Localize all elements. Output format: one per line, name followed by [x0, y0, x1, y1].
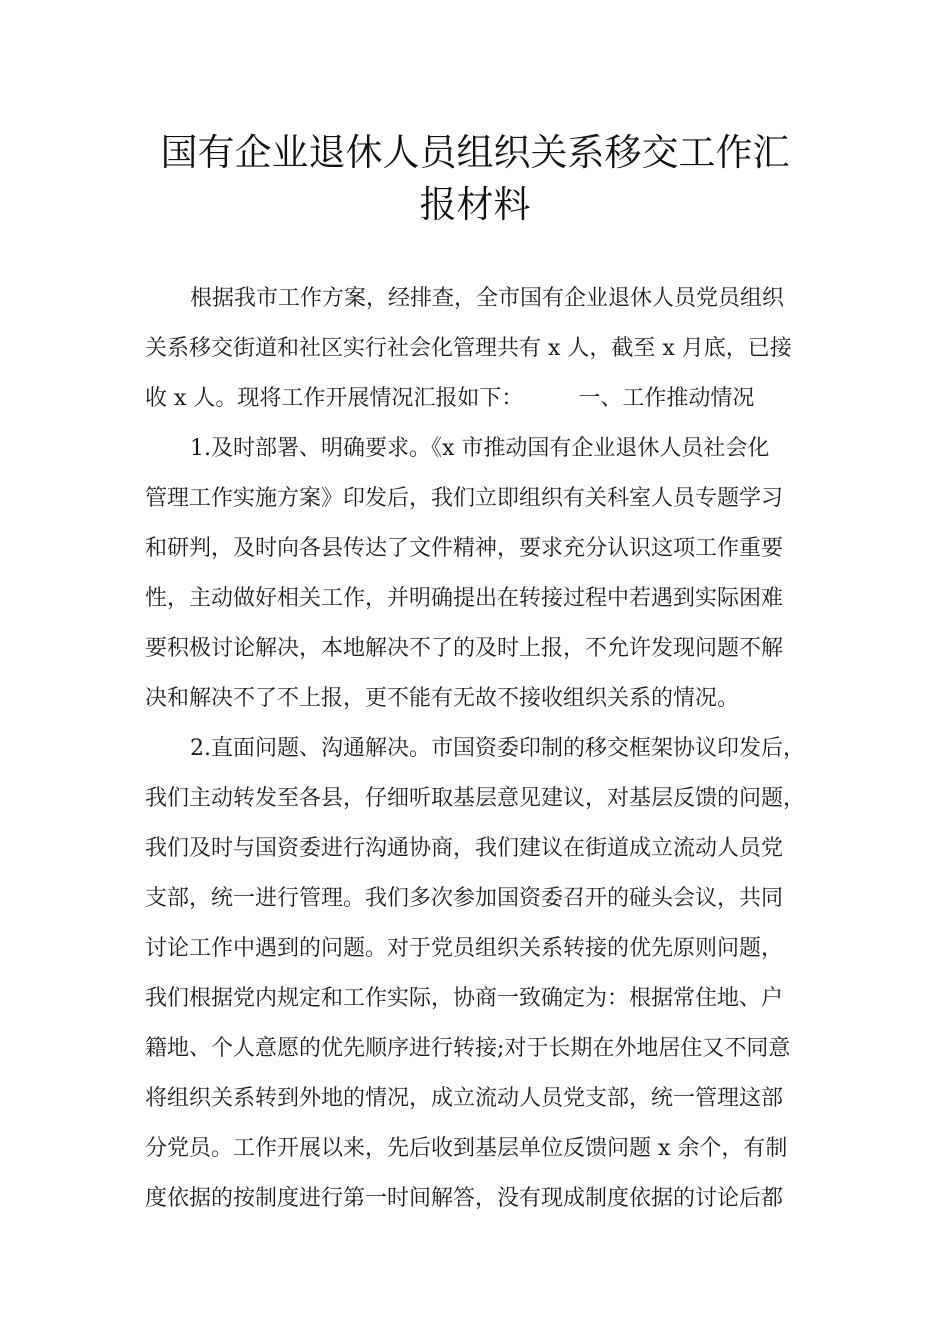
- document-title-line-2: 报材料: [419, 183, 531, 226]
- paragraph-3-line-2: 我们主动转发至各县，仔细听取基层意见建议，对基层反馈的问题，: [145, 786, 806, 811]
- paragraph-3-line-10: 度依据的按制度进行第一时间解答，没有现成制度依据的讨论后都: [145, 1186, 784, 1211]
- paragraph-3-line-9: 分党员。工作开展以来，先后收到基层单位反馈问题 x 余个，有制: [145, 1136, 788, 1161]
- paragraph-3-line-3: 我们及时与国资委进行沟通协商，我们建议在街道成立流动人员党: [145, 836, 784, 861]
- paragraph-1-line-3: 收 x 人。现将工作开展情况汇报如下： 一、工作推动情况: [145, 386, 755, 411]
- paragraph-3-line-5: 讨论工作中遇到的问题。对于党员组织关系转接的优先原则问题，: [145, 936, 784, 961]
- paragraph-2-line-2: 管理工作实施方案》印发后，我们立即组织有关科室人员专题学习: [145, 486, 784, 511]
- paragraph-1-line-1: 根据我市工作方案，经排查，全市国有企业退休人员党员组织: [190, 286, 785, 311]
- paragraph-3-line-4: 支部，统一进行管理。我们多次参加国资委召开的碰头会议，共同: [145, 886, 784, 911]
- paragraph-2-line-4: 性，主动做好相关工作，并明确提出在转接过程中若遇到实际困难: [145, 586, 784, 611]
- paragraph-1-line-2: 关系移交街道和社区实行社会化管理共有 x 人，截至 x 月底，已接: [145, 336, 792, 361]
- paragraph-2-line-3: 和研判，及时向各县传达了文件精神，要求充分认识这项工作重要: [145, 536, 784, 561]
- paragraph-3-line-6: 我们根据党内规定和工作实际，协商一致确定为：根据常住地、户: [145, 986, 784, 1011]
- paragraph-3-line-8: 将组织关系转到外地的情况，成立流动人员党支部，统一管理这部: [145, 1086, 784, 1111]
- paragraph-2-line-1: 1.及时部署、明确要求。《x 市推动国有企业退休人员社会化: [190, 436, 770, 461]
- document-title-line-1: 国有企业退休人员组织关系移交工作汇: [160, 131, 790, 174]
- paragraph-2-line-6: 决和解决不了不上报，更不能有无故不接收组织关系的情况。: [145, 686, 740, 711]
- paragraph-2-line-5: 要积极讨论解决，本地解决不了的及时上报，不允许发现问题不解: [145, 636, 784, 661]
- paragraph-3-line-1: 2.直面问题、沟通解决。市国资委印制的移交框架协议印发后，: [190, 736, 805, 761]
- paragraph-3-line-7: 籍地、个人意愿的优先顺序进行转接;对于长期在外地居住又不同意: [145, 1036, 791, 1061]
